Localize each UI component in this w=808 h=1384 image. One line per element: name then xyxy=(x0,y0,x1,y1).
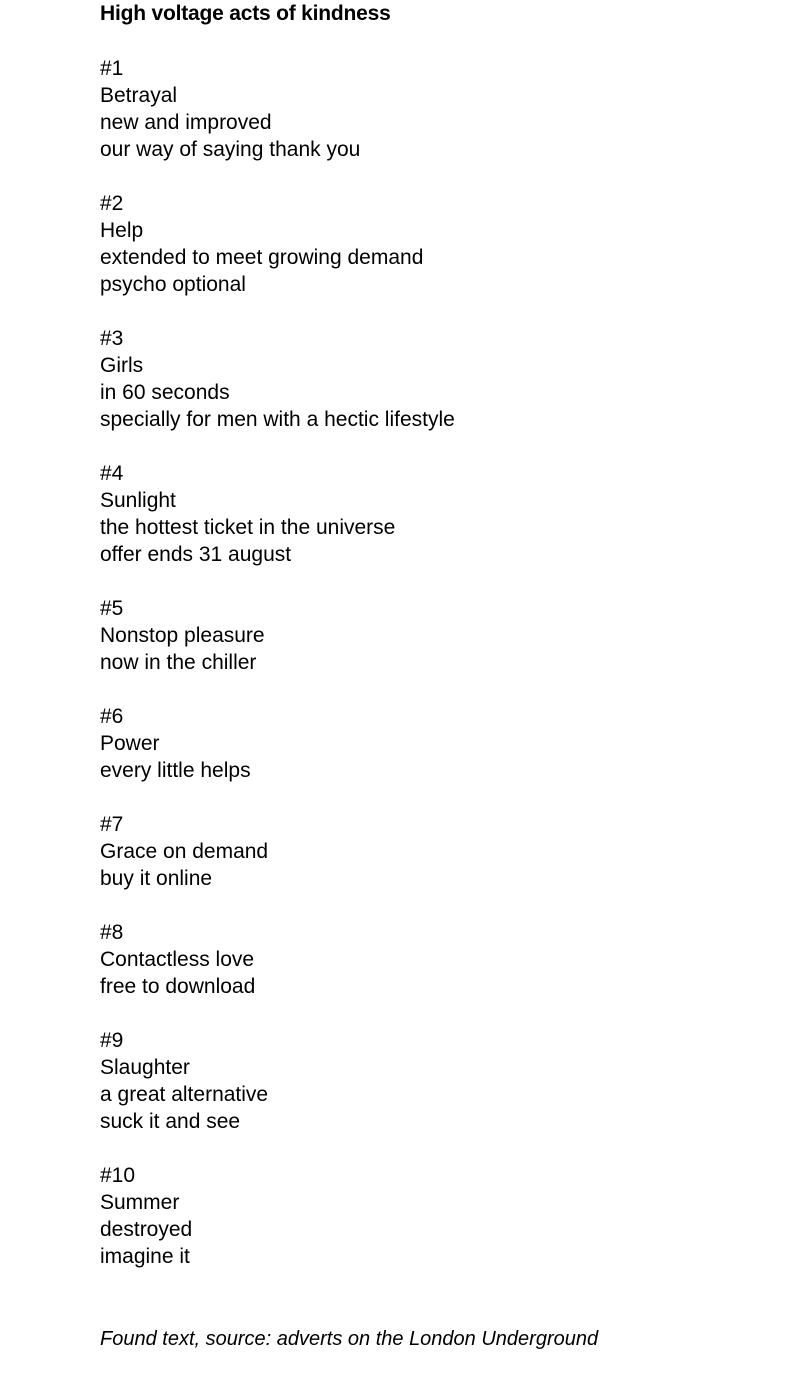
stanza-line: Contactless love xyxy=(100,948,255,971)
stanza-number: #1 xyxy=(100,57,124,80)
stanza-number: #7 xyxy=(100,813,124,836)
stanza-number: #5 xyxy=(100,597,124,620)
stanza-9 xyxy=(100,1027,780,1135)
stanza-line: Power xyxy=(100,732,160,755)
poem-title: High voltage acts of kindness xyxy=(100,2,391,25)
stanza-line: suck it and see xyxy=(100,1110,241,1133)
poem xyxy=(100,0,780,1270)
stanza-line: extended to meet growing demand xyxy=(100,246,424,269)
stanza-line: offer ends 31 august xyxy=(100,543,292,566)
stanza-line: our way of saying thank you xyxy=(100,138,361,161)
stanza-7 xyxy=(100,811,780,892)
stanza-line: imagine it xyxy=(100,1245,190,1268)
stanza-5 xyxy=(100,595,780,676)
stanza-10 xyxy=(100,1162,780,1270)
stanza-6 xyxy=(100,703,780,784)
stanza-number: #8 xyxy=(100,921,124,944)
spacer xyxy=(100,784,780,811)
spacer xyxy=(100,676,780,703)
stanza-line: now in the chiller xyxy=(100,651,257,674)
stanza-line: Grace on demand xyxy=(100,840,269,863)
stanza-line: free to download xyxy=(100,975,256,998)
stanza-line: destroyed xyxy=(100,1218,193,1241)
stanza-line: Sunlight xyxy=(100,489,176,512)
spacer xyxy=(100,892,780,919)
stanza-3 xyxy=(100,325,780,433)
stanza-4 xyxy=(100,460,780,568)
source-note: Found text, source: adverts on the London Underground xyxy=(100,1328,599,1350)
stanza-1 xyxy=(100,55,780,163)
stanza-number: #2 xyxy=(100,192,124,215)
stanza-line: Summer xyxy=(100,1191,180,1214)
stanza-line: Betrayal xyxy=(100,84,178,107)
stanza-line: Slaughter xyxy=(100,1056,190,1079)
spacer xyxy=(100,298,780,325)
stanza-line: specially for men with a hectic lifestyle xyxy=(100,408,455,431)
spacer xyxy=(100,1000,780,1027)
stanza-2 xyxy=(100,190,780,298)
stanza-number: #3 xyxy=(100,327,124,350)
spacer xyxy=(100,28,780,55)
spacer xyxy=(100,568,780,595)
stanza-line: every little helps xyxy=(100,759,251,782)
spacer xyxy=(100,163,780,190)
stanza-number: #6 xyxy=(100,705,124,728)
stanza-line: the hottest ticket in the universe xyxy=(100,516,396,539)
stanza-8 xyxy=(100,919,780,1000)
stanza-line: psycho optional xyxy=(100,273,246,296)
spacer xyxy=(100,1135,780,1162)
stanza-number: #4 xyxy=(100,462,124,485)
stanza-line: a great alternative xyxy=(100,1083,269,1106)
stanza-line: in 60 seconds xyxy=(100,381,230,404)
stanza-line: new and improved xyxy=(100,111,272,134)
stanza-line: buy it online xyxy=(100,867,213,890)
stanza-line: Nonstop pleasure xyxy=(100,624,265,647)
stanza-number: #9 xyxy=(100,1029,124,1052)
stanza-number: #10 xyxy=(100,1164,136,1187)
stanza-line: Help xyxy=(100,219,144,242)
stanza-line: Girls xyxy=(100,354,144,377)
spacer xyxy=(100,433,780,460)
